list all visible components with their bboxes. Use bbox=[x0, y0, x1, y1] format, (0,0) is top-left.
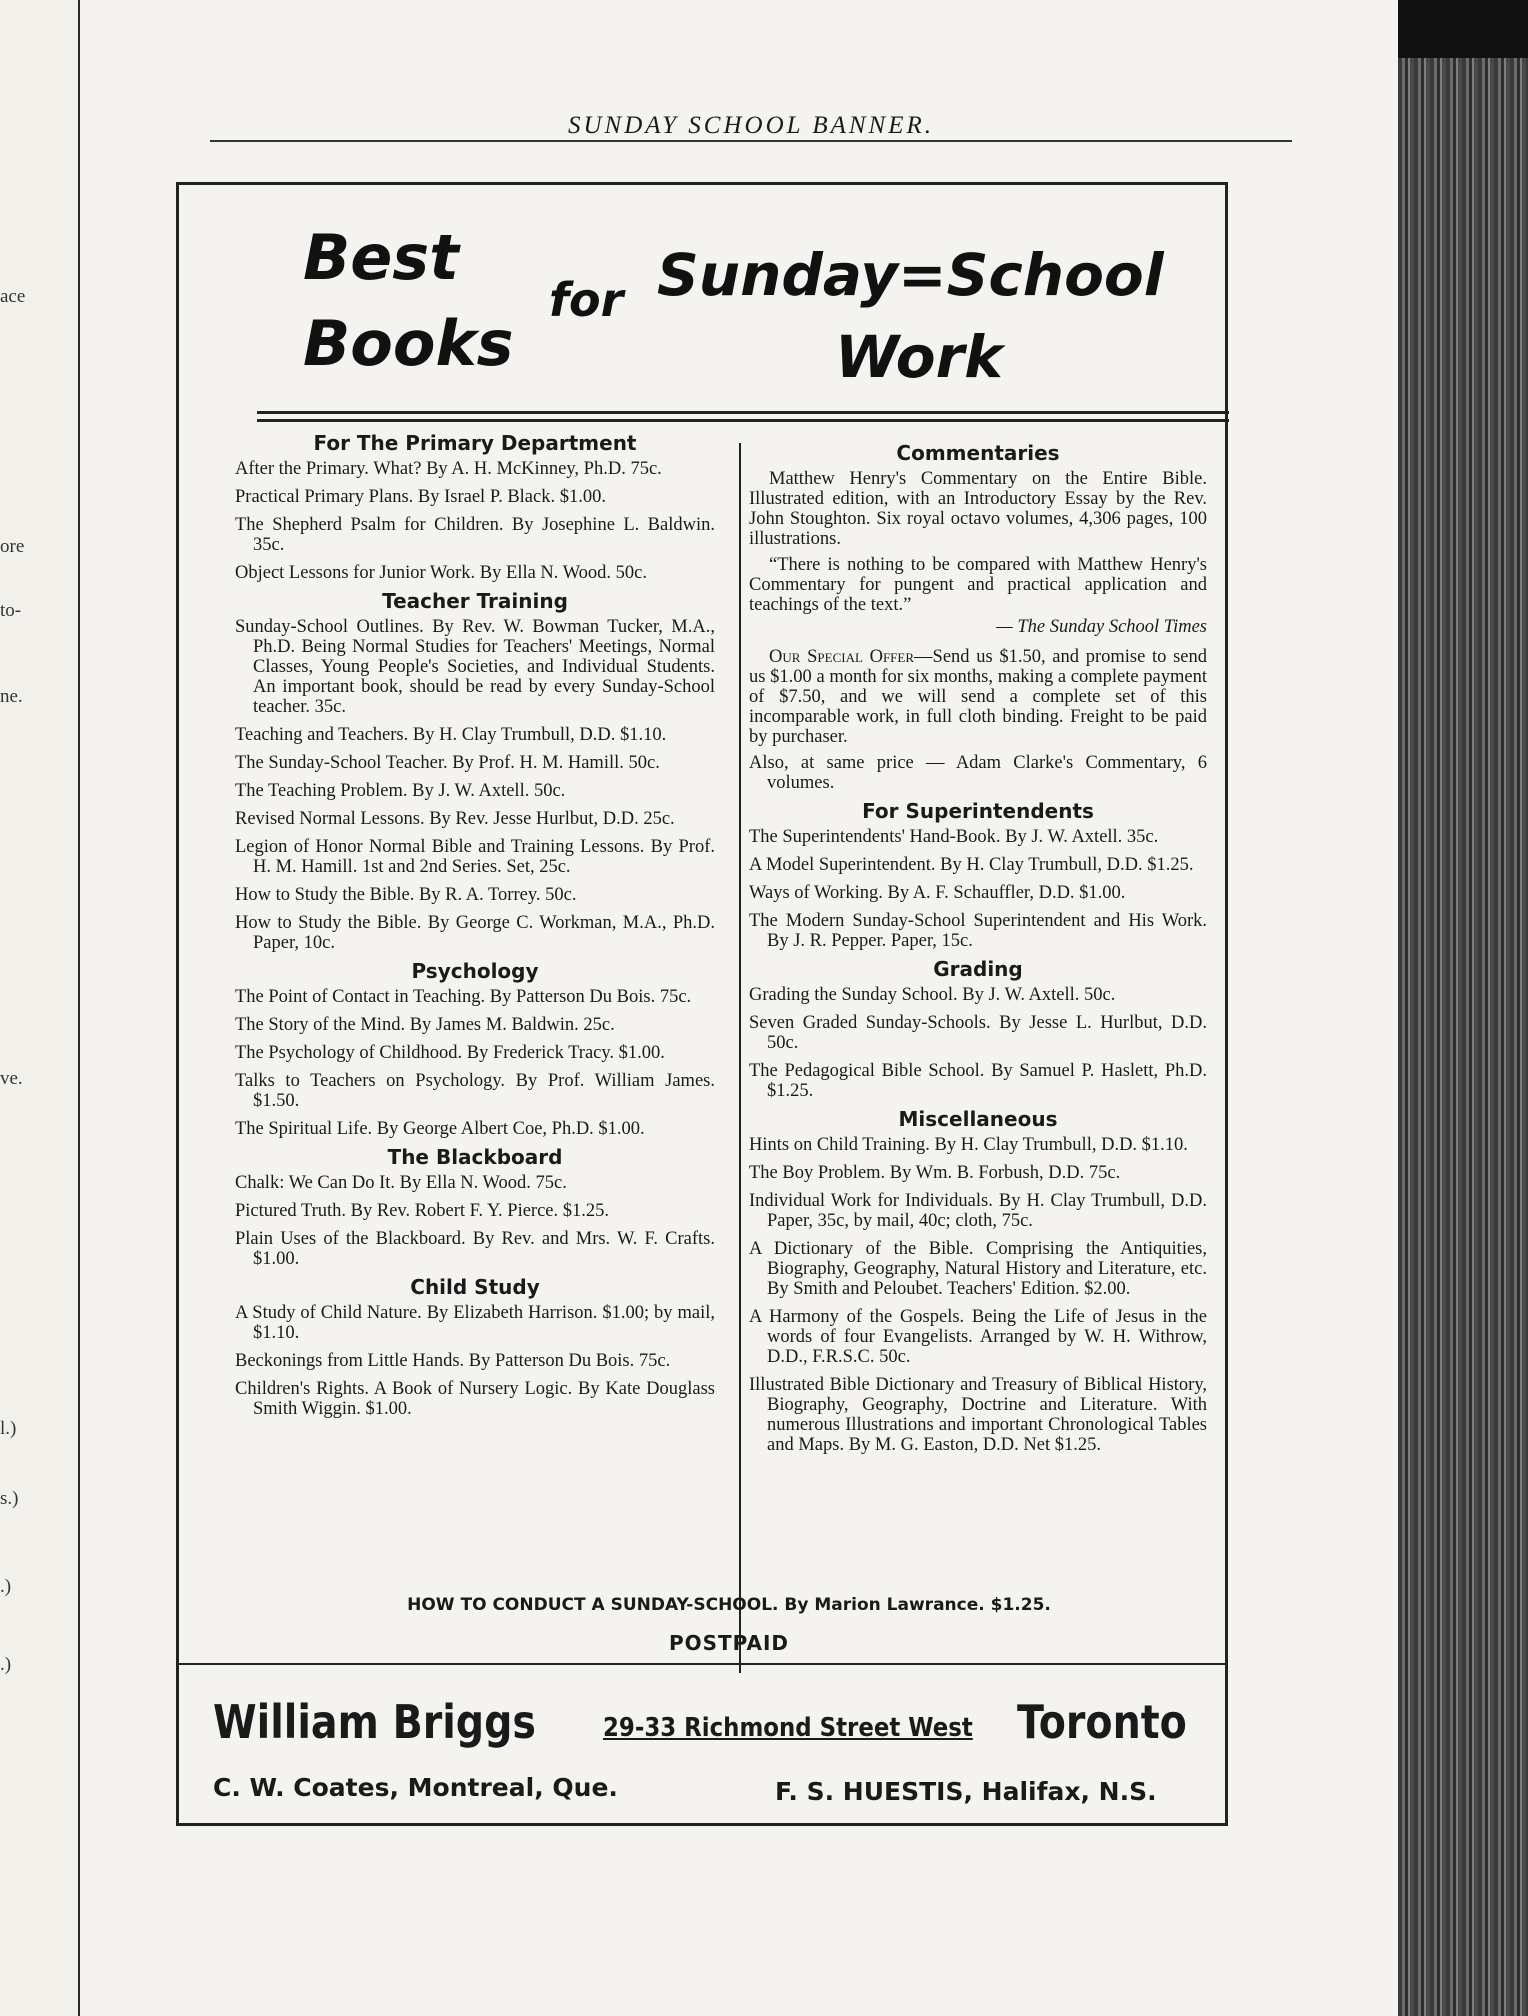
book-entry: Legion of Honor Normal Bible and Training Lessons. By Prof. H. M. Hamill. 1st and 2nd Series. Set, 25c. bbox=[235, 837, 715, 877]
book-entry: How to Study the Bible. By George C. Workman, M.A., Ph.D. Paper, 10c. bbox=[235, 913, 715, 953]
book-entry: Sunday-School Outlines. By Rev. W. Bowman Tucker, M.A., Ph.D. Being Normal Studies for Teachers' Meetings, Normal Classes, Young People's Societies, and Individual Students. An important book, should be read by every Sunday-School teacher. 35c. bbox=[235, 617, 715, 717]
publisher-address: 29-33 Richmond Street West bbox=[603, 1713, 973, 1743]
right-column bbox=[749, 443, 1207, 1463]
book-entry: Grading the Sunday School. By J. W. Axtell. 50c. bbox=[749, 985, 1116, 1005]
book-entry: Chalk: We Can Do It. By Ella N. Wood. 75c. bbox=[235, 1173, 567, 1193]
book-section bbox=[235, 1277, 715, 1419]
book-section bbox=[235, 1147, 715, 1269]
section-heading: Teacher Training bbox=[382, 589, 568, 613]
special-offer-text: —Send us $1.50, and promise to send us $1.00 a month for six months, making a complete payment of $7.50, and we will send a complete set of this incomparable work, in full cloth binding. Freight to be paid by purchaser. bbox=[749, 647, 1208, 747]
facing-page-fragment: ne. bbox=[0, 686, 23, 707]
book-entry: The Modern Sunday-School Superintendent and His Work. By J. R. Pepper. Paper, 15c. bbox=[749, 911, 1207, 951]
book-entry: The Shepherd Psalm for Children. By Josephine L. Baldwin. 35c. bbox=[235, 515, 715, 555]
section-heading: Grading bbox=[933, 957, 1023, 981]
book-entry: Individual Work for Individuals. By H. Clay Trumbull, D.D. Paper, 35c, by mail, 40c; cloth, 75c. bbox=[749, 1191, 1207, 1231]
facing-page-fragment: ve. bbox=[0, 1068, 23, 1089]
book-entry: Object Lessons for Junior Work. By Ella N. Wood. 50c. bbox=[235, 563, 648, 583]
commentaries-section bbox=[749, 443, 1207, 793]
section-heading: For The Primary Department bbox=[313, 431, 637, 455]
title-for: for bbox=[549, 273, 624, 327]
book-section bbox=[235, 961, 715, 1139]
facing-page-fragment: to- bbox=[0, 600, 22, 621]
featured-book-line: HOW TO CONDUCT A SUNDAY-SCHOOL. By Marion Lawrance. $1.25. bbox=[407, 1595, 1051, 1615]
section-heading: Miscellaneous bbox=[898, 1107, 1058, 1131]
book-entry: Plain Uses of the Blackboard. By Rev. and Mrs. W. F. Crafts. $1.00. bbox=[235, 1229, 715, 1269]
book-entry: The Spiritual Life. By George Albert Coe, Ph.D. $1.00. bbox=[235, 1119, 645, 1139]
book-spine-edge bbox=[1398, 58, 1528, 2016]
section-heading: Child Study bbox=[410, 1275, 540, 1299]
book-entry: Pictured Truth. By Rev. Robert F. Y. Pierce. $1.25. bbox=[235, 1201, 610, 1221]
book-entry: A Model Superintendent. By H. Clay Trumbull, D.D. $1.25. bbox=[749, 855, 1194, 875]
title-rule bbox=[257, 419, 1229, 422]
facing-page-edge bbox=[0, 0, 81, 2016]
commentary-description: Matthew Henry's Commentary on the Entire Bible. Illustrated edition, with an Introductory Essay by the Rev. John Stoughton. Six royal octavo volumes, 4,306 pages, 100 illustrations. bbox=[749, 469, 1207, 549]
book-entry: The Teaching Problem. By J. W. Axtell. 50c. bbox=[235, 781, 566, 801]
footer-rule bbox=[179, 1663, 1225, 1665]
scan-border bbox=[1395, 0, 1528, 60]
title-best: Best bbox=[303, 221, 459, 294]
book-section bbox=[749, 801, 1207, 951]
publisher-city: Toronto bbox=[1017, 1695, 1187, 1749]
quote-attribution: — The Sunday School Times bbox=[996, 617, 1207, 637]
section-heading: The Blackboard bbox=[387, 1145, 563, 1169]
section-heading: For Superintendents bbox=[862, 799, 1094, 823]
left-column bbox=[235, 433, 715, 1427]
page bbox=[80, 0, 1398, 2016]
facing-page-fragment: .) bbox=[0, 1576, 12, 1597]
book-entry: Teaching and Teachers. By H. Clay Trumbull, D.D. $1.10. bbox=[235, 725, 667, 745]
book-entry: Children's Rights. A Book of Nursery Logic. By Kate Douglass Smith Wiggin. $1.00. bbox=[235, 1379, 715, 1419]
book-entry: The Superintendents' Hand-Book. By J. W. Axtell. 35c. bbox=[749, 827, 1159, 847]
book-entry: The Psychology of Childhood. By Frederick Tracy. $1.00. bbox=[235, 1043, 665, 1063]
book-section bbox=[235, 591, 715, 953]
book-entry: The Sunday-School Teacher. By Prof. H. M. Hamill. 50c. bbox=[235, 753, 660, 773]
book-entry: How to Study the Bible. By R. A. Torrey. 50c. bbox=[235, 885, 577, 905]
book-entry: A Dictionary of the Bible. Comprising the Antiquities, Biography, Geography, Natural History and Literature, etc. By Smith and Peloubet. Teachers' Edition. $2.00. bbox=[749, 1239, 1207, 1299]
branch-montreal: C. W. Coates, Montreal, Que. bbox=[213, 1773, 618, 1802]
facing-page-fragment: .) bbox=[0, 1654, 12, 1675]
book-entry: The Point of Contact in Teaching. By Patterson Du Bois. 75c. bbox=[235, 987, 692, 1007]
special-offer-label: Our Special Offer bbox=[769, 647, 915, 667]
advertisement-box bbox=[176, 182, 1228, 1826]
header-rule bbox=[210, 140, 1292, 142]
book-entry: The Boy Problem. By Wm. B. Forbush, D.D. 75c. bbox=[749, 1163, 1121, 1183]
book-entry: A Study of Child Nature. By Elizabeth Harrison. $1.00; by mail, $1.10. bbox=[235, 1303, 715, 1343]
book-entry: A Harmony of the Gospels. Being the Life of Jesus in the words of four Evangelists. Arranged by W. H. Withrow, D.D., F.R.S.C. 50c. bbox=[749, 1307, 1207, 1367]
section-heading: Commentaries bbox=[896, 441, 1060, 465]
running-head: SUNDAY SCHOOL BANNER. bbox=[567, 112, 935, 139]
facing-page-fragment: l.) bbox=[0, 1418, 17, 1439]
special-offer bbox=[749, 647, 1207, 747]
book-entry: After the Primary. What? By A. H. McKinney, Ph.D. 75c. bbox=[235, 459, 662, 479]
book-entry: Seven Graded Sunday-Schools. By Jesse L. Hurlbut, D.D. 50c. bbox=[749, 1013, 1207, 1053]
column-divider bbox=[739, 443, 741, 1673]
book-entry: Revised Normal Lessons. By Rev. Jesse Hurlbut, D.D. 25c. bbox=[235, 809, 675, 829]
book-section bbox=[235, 433, 715, 583]
title-sunday-school: Sunday=School bbox=[657, 241, 1164, 309]
branch-halifax: F. S. HUESTIS, Halifax, N.S. bbox=[775, 1777, 1157, 1806]
book-entry: Illustrated Bible Dictionary and Treasury of Biblical History, Biography, Geography, Doctrine and Literature. With numerous Illustrations and important Chronological Tables and Maps. By M. G. Easton, D.D. Net $1.25. bbox=[749, 1375, 1207, 1455]
title-books: Books bbox=[303, 307, 514, 380]
book-entry: Hints on Child Training. By H. Clay Trumbull, D.D. $1.10. bbox=[749, 1135, 1188, 1155]
book-section bbox=[749, 1109, 1207, 1455]
book-entry: Talks to Teachers on Psychology. By Prof. William James. $1.50. bbox=[235, 1071, 715, 1111]
facing-page-fragment: s.) bbox=[0, 1488, 19, 1509]
publisher-name: William Briggs bbox=[213, 1695, 536, 1749]
section-heading: Psychology bbox=[411, 959, 539, 983]
facing-page-fragment: ore bbox=[0, 536, 25, 557]
book-section bbox=[749, 959, 1207, 1101]
book-entry: Practical Primary Plans. By Israel P. Black. $1.00. bbox=[235, 487, 606, 507]
book-entry: Beckonings from Little Hands. By Patterson Du Bois. 75c. bbox=[235, 1351, 671, 1371]
book-entry: The Story of the Mind. By James M. Baldwin. 25c. bbox=[235, 1015, 615, 1035]
postpaid-note: POSTPAID bbox=[668, 1631, 790, 1655]
also-note: Also, at same price — Adam Clarke's Commentary, 6 volumes. bbox=[749, 753, 1207, 793]
facing-page-fragment: ace bbox=[0, 286, 26, 307]
title-work: Work bbox=[835, 323, 1003, 391]
book-entry: Ways of Working. By A. F. Schauffler, D.D. $1.00. bbox=[749, 883, 1126, 903]
commentary-quote: “There is nothing to be compared with Matthew Henry's Commentary for pungent and practical application and teachings of the text.” bbox=[749, 555, 1207, 615]
title-rule bbox=[257, 411, 1229, 414]
book-entry: The Pedagogical Bible School. By Samuel P. Haslett, Ph.D. $1.25. bbox=[749, 1061, 1207, 1101]
